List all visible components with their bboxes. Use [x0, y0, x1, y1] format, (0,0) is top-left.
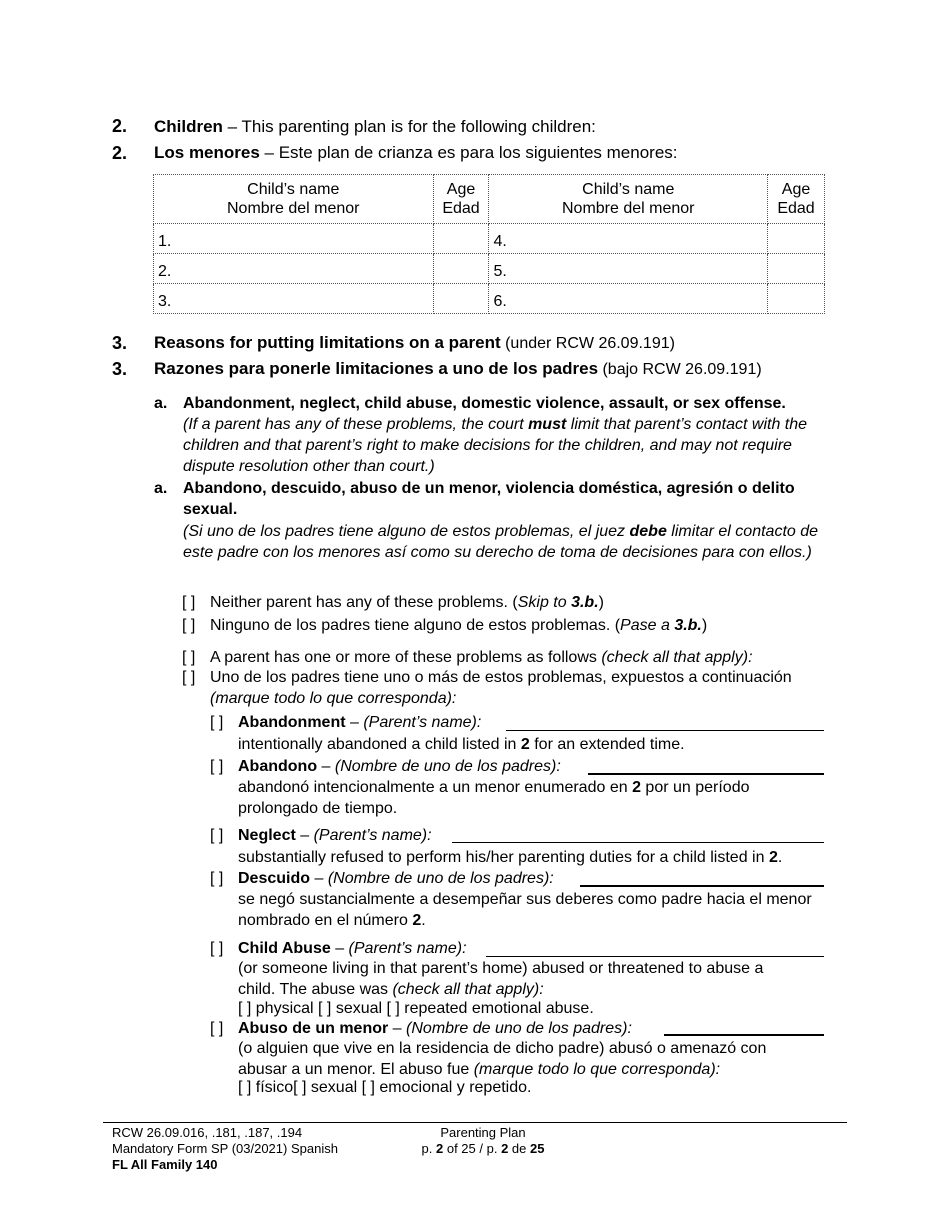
header-age-2: Age Edad: [768, 175, 825, 224]
footer-center: [398, 1125, 568, 1157]
subsection-a-es: [183, 478, 843, 563]
child-age-cell-5[interactable]: [768, 254, 825, 284]
table-row: [154, 224, 825, 254]
header-childs-name: Child’s name Nombre del menor: [154, 175, 434, 224]
subsection-a-title-en: Abandonment, neglect, child abuse, domestic violence, assault, or sex offense.: [183, 395, 786, 412]
children-table: [153, 174, 825, 314]
neither-es-checkbox[interactable]: [ ]: [182, 617, 196, 634]
neither-es-text: Ninguno de los padres tiene alguno de estos problemas. (Pase a 3.b.): [210, 617, 708, 634]
section-3-heading-en: [154, 333, 675, 353]
one-or-more-en-text: A parent has one or more of these problems as follows (check all that apply):: [210, 649, 753, 666]
abandono-es-label: Abandono – (Nombre de uno de los padres):: [238, 758, 561, 775]
section-3-heading-es: [154, 359, 762, 379]
section-3-title-en: Reasons for putting limitations on a parent: [154, 333, 501, 352]
neither-en-text: Neither parent has any of these problems. (Skip to 3.b.): [210, 594, 604, 611]
child-name-cell-4[interactable]: 4.: [489, 224, 768, 254]
neglect-en-name-field[interactable]: [452, 842, 824, 843]
footer-rcw: RCW 26.09.016, .181, .187, .194: [112, 1125, 303, 1140]
section-3-number: 3.: [112, 333, 128, 353]
section-2-heading-en: [154, 117, 596, 137]
descuido-es-desc: se negó sustancialmente a desempeñar sus deberes como padre hacia el menor nombrado en el número 2.: [238, 891, 812, 929]
child-name-cell-5[interactable]: 5.: [489, 254, 768, 284]
table-header-row: [154, 175, 825, 224]
one-or-more-es-text: Uno de los padres tiene uno o más de estos problemas, expuestos a continuación (marque todo lo que corresponda):: [210, 669, 792, 707]
one-or-more-en-checkbox[interactable]: [ ]: [182, 649, 196, 666]
child-name-cell-3[interactable]: 3.: [154, 284, 434, 314]
section-3-ref-es: (bajo RCW 26.09.191): [598, 361, 762, 378]
abuso-es-label: Abuso de un menor – (Nombre de uno de los padres):: [238, 1020, 632, 1037]
abandono-es-checkbox[interactable]: [ ]: [210, 758, 224, 775]
descuido-es-name-field[interactable]: [580, 885, 824, 887]
descuido-es-checkbox[interactable]: [ ]: [210, 870, 224, 887]
abuso-es-name-field[interactable]: [664, 1034, 824, 1036]
subsection-a-en: [183, 393, 843, 477]
child-name-cell-2[interactable]: 2.: [154, 254, 434, 284]
subsection-a-note-en: (If a parent has any of these problems, the court must limit that parent’s contact with the children and that parent’s right to make decisions for the children, and may not require dispute resolution other than court.): [183, 416, 808, 475]
abandono-es-name-field[interactable]: [588, 773, 824, 775]
neglect-en-desc: substantially refused to perform his/her parenting duties for a child listed in 2.: [238, 849, 783, 866]
child-name-cell-1[interactable]: 1.: [154, 224, 434, 254]
section-2-title-es: Los menores: [154, 143, 260, 162]
abuso-es-checkbox[interactable]: [ ]: [210, 1020, 224, 1037]
child-age-cell-3[interactable]: [433, 284, 489, 314]
child-abuse-en-label: Child Abuse – (Parent’s name):: [238, 940, 467, 957]
table-row: [154, 254, 825, 284]
child-age-cell-1[interactable]: [433, 224, 489, 254]
section-2-number: 2.: [112, 116, 128, 136]
neither-en-checkbox[interactable]: [ ]: [182, 594, 196, 611]
table-row: [154, 284, 825, 314]
section-2-text-es: – Este plan de crianza es para los siguientes menores:: [259, 143, 678, 162]
footer-fl: FL All Family 140: [112, 1157, 218, 1172]
child-abuse-en-name-field[interactable]: [486, 956, 824, 957]
section-2-heading-es: [154, 143, 678, 163]
child-age-cell-4[interactable]: [768, 224, 825, 254]
child-abuse-en-checkbox[interactable]: [ ]: [210, 940, 224, 957]
section-3-ref-en: (under RCW 26.09.191): [500, 335, 675, 352]
abuso-es-desc: (o alguien que vive en la residencia de dicho padre) abusó o amenazó con abusar a un menor. El abuso fue (marque todo lo que corresponda):: [238, 1040, 767, 1078]
subsection-a-letter: a.: [154, 395, 168, 412]
abandonment-en-checkbox[interactable]: [ ]: [210, 714, 224, 731]
abandonment-en-desc: intentionally abandoned a child listed in 2 for an extended time.: [238, 736, 685, 753]
subsection-a-note-es: (Si uno de los padres tiene alguno de estos problemas, el juez debe limitar el contacto de este padre con los menores así como su derecho de toma de decisiones para con ellos.): [183, 523, 819, 561]
descuido-es-label: Descuido – (Nombre de uno de los padres):: [238, 870, 554, 887]
footer-page: p. 2 of 25 / p. 2 de 25: [421, 1141, 545, 1156]
child-name-cell-6[interactable]: 6.: [489, 284, 768, 314]
must-emphasis: must: [528, 416, 567, 433]
section-2-text-en: – This parenting plan is for the following children:: [222, 117, 596, 136]
debe-emphasis: debe: [629, 523, 667, 540]
neglect-en-checkbox[interactable]: [ ]: [210, 827, 224, 844]
section-3-number-es: 3.: [112, 359, 128, 379]
abandono-es-desc: abandonó intencionalmente a un menor enumerado en 2 por un período prolongado de tiempo.: [238, 779, 750, 817]
footer-left: [112, 1125, 338, 1173]
section-2-title-en: Children: [154, 117, 223, 136]
header-childs-name-2: Child’s name Nombre del menor: [489, 175, 768, 224]
subsection-a-letter-es: a.: [154, 480, 168, 497]
child-abuse-en-desc: (or someone living in that parent’s home) abused or threatened to abuse a child. The abuse was (check all that apply):: [238, 960, 764, 998]
subsection-a-title-es: Abandono, descuido, abuso de un menor, violencia doméstica, agresión o delito sexual.: [183, 480, 795, 518]
abuso-es-types[interactable]: [ ] físico[ ] sexual [ ] emocional y repetido.: [238, 1079, 532, 1096]
child-age-cell-6[interactable]: [768, 284, 825, 314]
section-3-title-es: Razones para ponerle limitaciones a uno de los padres: [154, 359, 599, 378]
footer-title: Parenting Plan: [440, 1125, 526, 1140]
neglect-en-label: Neglect – (Parent’s name):: [238, 827, 432, 844]
child-abuse-en-types[interactable]: [ ] physical [ ] sexual [ ] repeated emotional abuse.: [238, 1000, 594, 1017]
section-2-number-es: 2.: [112, 143, 128, 163]
footer-form: Mandatory Form SP (03/2021) Spanish: [112, 1141, 338, 1156]
abandonment-en-name-field[interactable]: [506, 730, 824, 731]
footer-rule: [103, 1122, 847, 1123]
child-age-cell-2[interactable]: [433, 254, 489, 284]
abandonment-en-label: Abandonment – (Parent’s name):: [238, 714, 482, 731]
one-or-more-es-checkbox[interactable]: [ ]: [182, 669, 196, 686]
header-age: Age Edad: [433, 175, 489, 224]
